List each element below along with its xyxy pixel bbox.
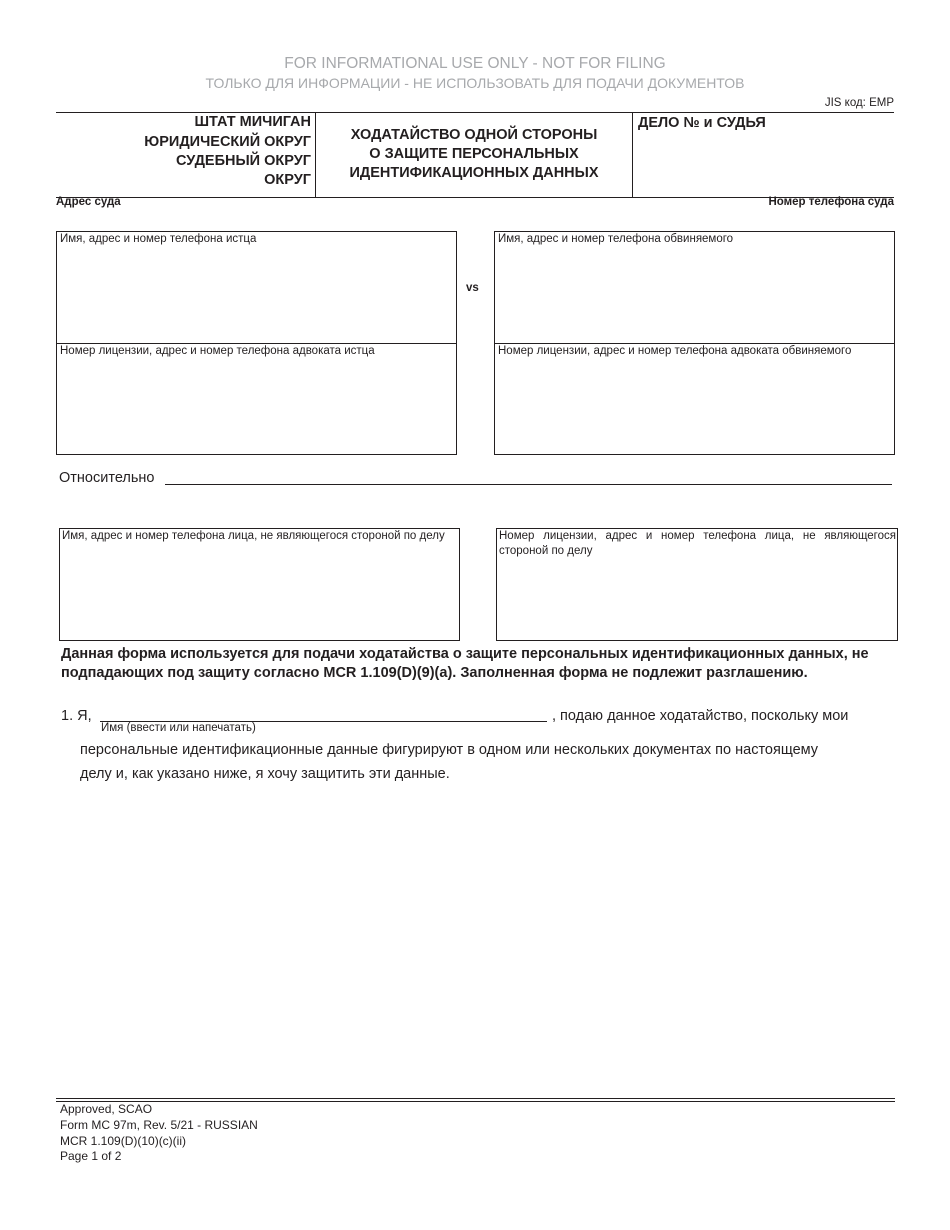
nonparty-license-field[interactable] <box>499 563 895 638</box>
district-line: СУДЕБНЫЙ ОКРУГ <box>176 153 311 169</box>
footer-rule <box>56 1098 895 1099</box>
footer-page-number: Page 1 of 2 <box>60 1149 122 1163</box>
nonparty-license-box <box>496 528 898 641</box>
form-title-line-1: ХОДАТАЙСТВО ОДНОЙ СТОРОНЫ <box>350 127 598 143</box>
item1-line3: делу и, как указано ниже, я хочу защитить эти данные. <box>80 766 450 782</box>
defendant-box <box>494 231 895 455</box>
plaintiff-attorney-label: Номер лицензии, адрес и номер телефона адвоката истца <box>60 345 375 357</box>
form-notice: Данная форма используется для подачи ходатайства о защите персональных идентификационных данных, не подпадающих под защиту согласно MCR 1.109(D)(9)(a). Заполненная форма не подлежит разглашению. <box>61 646 869 681</box>
watermark-russian: ТОЛЬКО ДЛЯ ИНФОРМАЦИИ - НЕ ИСПОЛЬЗОВАТЬ ДЛЯ ПОДАЧИ ДОКУМЕНТОВ <box>205 75 745 91</box>
county-line: ОКРУГ <box>264 172 311 188</box>
defendant-attorney-label: Номер лицензии, адрес и номер телефона адвоката обвиняемого <box>498 345 852 357</box>
court-phone-label: Номер телефона суда <box>768 196 894 208</box>
jis-code: JIS код: EMP <box>824 97 894 109</box>
footer-rule-reference: MCR 1.109(D)(10)(c)(ii) <box>60 1134 187 1148</box>
item1-suffix: , подаю данное ходатайство, поскольку мои <box>552 708 849 724</box>
plaintiff-label: Имя, адрес и номер телефона истца <box>60 233 257 245</box>
nonparty-field[interactable] <box>62 563 457 638</box>
case-number-label: ДЕЛО № и СУДЬЯ <box>638 115 766 131</box>
item1-line2: персональные идентификационные данные фигурируют в одном или нескольких документах по настоящему <box>80 742 819 758</box>
plaintiff-field[interactable] <box>59 248 454 340</box>
defendant-field[interactable] <box>497 248 892 340</box>
case-number-field[interactable] <box>638 135 888 193</box>
footer-form-number: Form MC 97m, Rev. 5/21 - RUSSIAN <box>60 1118 258 1132</box>
footer-approved: Approved, SCAO <box>60 1102 153 1116</box>
name-caption: Имя (ввести или напечатать) <box>101 722 256 734</box>
defendant-attorney-field[interactable] <box>497 360 892 452</box>
state-line: ШТАТ МИЧИГАН <box>194 114 311 130</box>
item1-prefix: 1. Я, <box>61 708 92 724</box>
nonparty-license-label: Номер лицензии, адрес и номер телефона лица, не являющегося стороной по делу <box>499 530 896 557</box>
nonparty-label: Имя, адрес и номер телефона лица, не являющегося стороной по делу <box>62 530 445 542</box>
footer-rule-second <box>56 1101 895 1102</box>
regarding-label: Относительно <box>59 470 155 486</box>
watermark-english: FOR INFORMATIONAL USE ONLY - NOT FOR FILING <box>284 55 666 72</box>
form-header <box>56 112 894 198</box>
form-title-line-2: О ЗАЩИТЕ ПЕРСОНАЛЬНЫХ <box>369 146 579 162</box>
court-address-label: Адрес суда <box>56 196 121 208</box>
regarding-field[interactable] <box>165 484 892 485</box>
plaintiff-attorney-field[interactable] <box>59 360 454 452</box>
nonparty-box <box>59 528 460 641</box>
form-title-block <box>316 113 633 197</box>
form-title-line-3: ИДЕНТИФИКАЦИОННЫХ ДАННЫХ <box>349 165 599 181</box>
judicial-circuit-line: ЮРИДИЧЕСКИЙ ОКРУГ <box>144 134 311 150</box>
court-name-block <box>56 113 316 197</box>
defendant-label: Имя, адрес и номер телефона обвиняемого <box>498 233 734 245</box>
vs-label: vs <box>466 282 479 294</box>
plaintiff-box <box>56 231 457 455</box>
